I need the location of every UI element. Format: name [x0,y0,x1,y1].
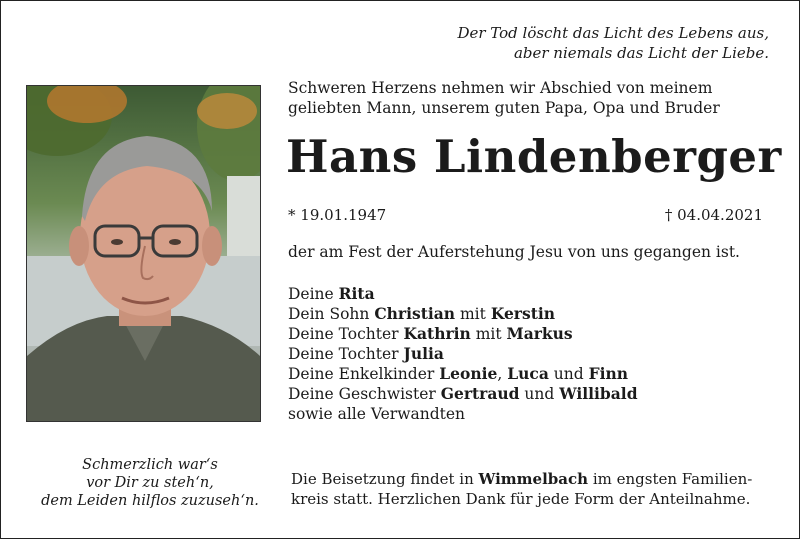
mourner-relation: Deine Tochter [288,325,404,343]
passing-statement: der am Fest der Auferstehung Jesu von uns gegangen ist. [288,243,740,261]
mourner-relation: Deine Enkelkinder [288,365,440,383]
burial-place: Wimmelbach [478,470,589,488]
verse-line: vor Dir zu steh‘n, [86,475,214,491]
mourner-name: Christian [374,304,456,323]
birth-date-value: 19.01.1947 [300,206,387,224]
mourner-name: Rita [338,284,375,303]
mourner-line [288,344,638,364]
motto-line: Der Tod löscht das Licht des Lebens aus, [457,24,769,42]
mourner-relation: Deine Geschwister [288,385,441,403]
burial-notice [291,469,752,509]
mourner-relation: Dein Sohn [288,305,375,323]
death-date [665,205,763,225]
mourner-name: Willibald [559,384,638,403]
mourner-line [288,304,638,324]
portrait-illustration [27,86,260,421]
mourner-name: Gertraud [440,384,520,403]
mourner-relation: sowie alle Verwandten [288,405,466,423]
memorial-verse [26,456,274,510]
verse-line: dem Leiden hilflos zuzuseh‘n. [41,493,259,509]
mourner-relation: und [548,365,589,383]
verse-line: Schmerzlich war‘s [82,457,218,473]
notice-line: kreis statt. Herzlichen Dank für jede Form der Anteilnahme. [291,490,751,508]
mourner-relation: mit [470,325,507,343]
portrait-photo [26,85,261,422]
mourner-name: Markus [506,324,573,343]
mourner-line [288,404,638,424]
mourner-name: Kerstin [490,304,556,323]
mourner-line [288,384,638,404]
deceased-name: Hans Lindenberger [286,130,782,183]
notice-text: im engsten Familien- [588,470,753,488]
mourner-name: Luca [507,364,549,383]
mourner-relation: , [497,365,508,383]
notice-text: Die Beisetzung findet in [291,470,479,488]
death-date-value: 04.04.2021 [677,206,763,224]
death-cross-icon: † [664,206,673,224]
mourner-relation: Deine [288,285,339,303]
mourner-name: Finn [588,364,629,383]
mourner-name: Leonie [439,364,498,383]
mourner-name: Julia [403,344,444,363]
motto-line: aber niemals das Licht der Liebe. [513,44,769,62]
mourner-relation: Deine Tochter [288,345,404,363]
intro-line: Schweren Herzens nehmen wir Abschied von meinem [288,79,713,97]
mourner-relation: mit [455,305,491,323]
birth-date [288,205,386,225]
mourners-list [288,284,638,424]
mourner-relation: und [519,385,560,403]
intro-text [288,78,720,118]
intro-line: geliebten Mann, unserem guten Papa, Opa und Bruder [288,99,720,117]
motto-quote [457,23,769,63]
mourner-line [288,284,638,304]
mourner-line [288,364,638,384]
notice-line [291,469,752,489]
mourner-line [288,324,638,344]
mourner-name: Kathrin [403,324,471,343]
birth-star-icon: * [288,206,296,224]
